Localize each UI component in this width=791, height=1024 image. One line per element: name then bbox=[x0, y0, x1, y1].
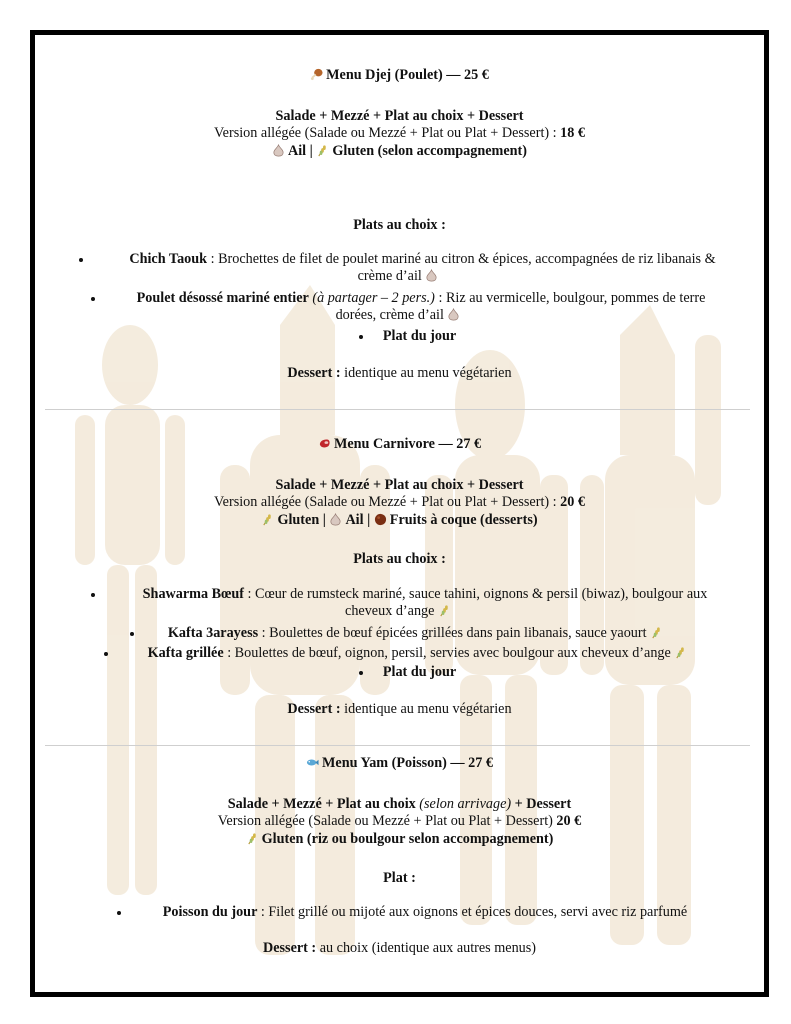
meat-icon bbox=[318, 437, 331, 450]
menu-djej-plat-1: Chich Taouk : Brochettes de filet de poulet mariné au citron & épices, accompagnées de riz libanais & bbox=[129, 251, 716, 267]
menu-yam-allergens: Gluten (riz ou boulgour selon accompagnement) bbox=[35, 831, 764, 848]
menu-carnivore-plat-4: Plat du jour bbox=[382, 664, 457, 680]
menu-carnivore-plat-3: Kafta grillée : Boulettes de bœuf, oignon, persil, servies avec boulgour aux cheveux d’ange bbox=[113, 645, 725, 662]
bullet bbox=[79, 258, 83, 262]
menu-yam-plat-heading: Plat : bbox=[383, 870, 416, 886]
menu-carnivore-dessert: Dessert : identique au menu végétarien bbox=[287, 701, 512, 717]
bullet bbox=[91, 593, 95, 597]
menu-carnivore-plats-heading: Plats au choix : bbox=[353, 551, 446, 567]
bullet bbox=[104, 652, 108, 656]
menu-djej-title: Menu Djej (Poulet) — 25 € bbox=[35, 67, 764, 84]
divider bbox=[45, 409, 750, 410]
menu-yam-plat-1: Poisson du jour : Filet grillé ou mijoté aux oignons et épices douces, servi avec riz parfumé bbox=[162, 904, 688, 920]
menu-yam-dessert: Dessert : au choix (identique aux autres menus) bbox=[262, 940, 537, 956]
menu-djej-plat-3: Plat du jour bbox=[382, 328, 457, 344]
garlic-icon bbox=[447, 308, 460, 321]
wheat-icon bbox=[246, 832, 259, 845]
menu-carnivore-plat-1: Shawarma Bœuf : Cœur de rumsteck mariné, sauce tahini, oignons & persil (biwaz), boulgour aux bbox=[142, 586, 708, 602]
divider bbox=[45, 745, 750, 746]
wheat-icon bbox=[438, 604, 451, 617]
menu-djej-formula: Salade + Mezzé + Plat au choix + Dessert bbox=[275, 108, 524, 124]
wheat-icon bbox=[674, 646, 687, 659]
garlic-icon bbox=[425, 269, 438, 282]
menu-carnivore-formula: Salade + Mezzé + Plat au choix + Dessert bbox=[275, 477, 524, 493]
bullet bbox=[117, 911, 121, 915]
menu-carnivore-light-version: Version allégée (Salade ou Mezzé + Plat ou Plat + Dessert) : 20 € bbox=[214, 494, 585, 510]
wheat-icon bbox=[650, 626, 663, 639]
garlic-icon bbox=[272, 144, 285, 157]
menu-yam-light-version: Version allégée (Salade ou Mezzé + Plat ou Plat + Dessert) 20 € bbox=[217, 813, 582, 829]
menu-djej-plat-2-line2: dorées, crème d’ail bbox=[35, 307, 764, 324]
garlic-icon bbox=[329, 513, 342, 526]
menu-djej-plat-1-line2: crème d’ail bbox=[35, 268, 764, 285]
menu-djej-plat-2: Poulet désossé mariné entier (à partager – 2 pers.) : Riz au vermicelle, boulgour, pommes de terre bbox=[136, 290, 706, 306]
menu-yam-formula: Salade + Mezzé + Plat au choix (selon arrivage) + Dessert bbox=[227, 796, 572, 812]
chicken-leg-icon bbox=[310, 68, 323, 81]
menu-djej-light-version: Version allégée (Salade ou Mezzé + Plat ou Plat + Dessert) : 18 € bbox=[214, 125, 585, 141]
menu-carnivore-plat-1-line2: cheveux d’ange bbox=[35, 603, 764, 620]
nut-icon bbox=[374, 513, 387, 526]
menu-carnivore-allergens: Gluten | Ail | Fruits à coque (desserts) bbox=[35, 512, 764, 529]
menu-page bbox=[30, 30, 769, 997]
menu-carnivore-plat-2: Kafta 3arayess : Boulettes de bœuf épicées grillées dans pain libanais, sauce yaourt bbox=[137, 625, 697, 642]
menu-djej-allergens: Ail | Gluten (selon accompagnement) bbox=[35, 143, 764, 160]
menu-djej-dessert: Dessert : identique au menu végétarien bbox=[287, 365, 512, 381]
fish-icon bbox=[306, 756, 319, 769]
wheat-icon bbox=[316, 144, 329, 157]
menu-djej-plats-heading: Plats au choix : bbox=[353, 217, 446, 233]
menu-carnivore-title: Menu Carnivore — 27 € bbox=[35, 436, 764, 453]
bullet bbox=[91, 297, 95, 301]
menu-yam-title: Menu Yam (Poisson) — 27 € bbox=[35, 755, 764, 772]
bullet bbox=[130, 632, 134, 636]
wheat-icon bbox=[261, 513, 274, 526]
